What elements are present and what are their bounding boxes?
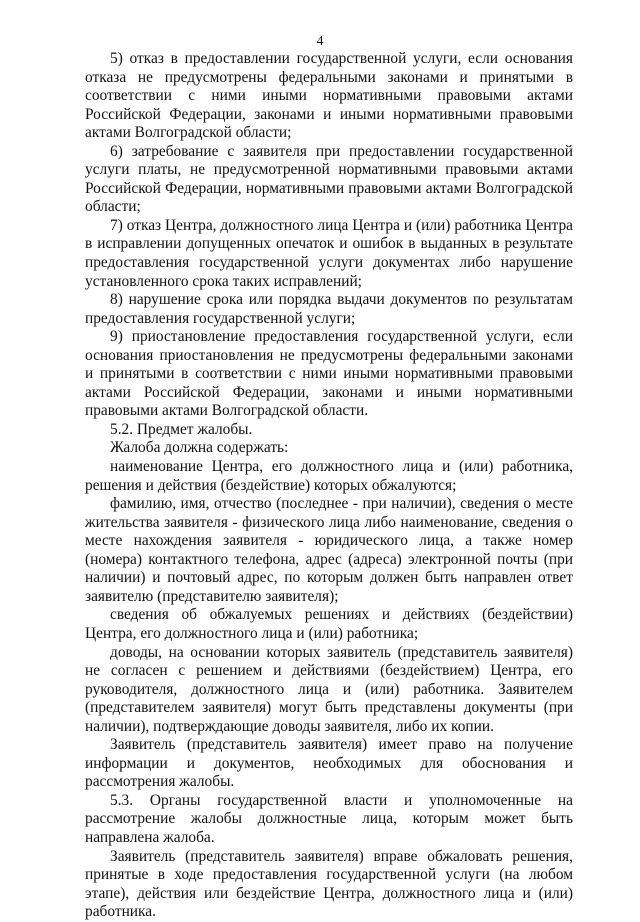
paragraph-applicant-details: фамилию, имя, отчество (последнее - при наличии), сведения о месте жительства заявителя - физического лица либо наименование, сведения о месте нахождения заявителя - юридического лица, а также номер (номера) контактного телефона, адрес (адреса) электронной почты (при наличии) и почтовый адрес, по которым должен быть направлен ответ заявителю (представителю заявителя);	[85, 495, 573, 605]
paragraph-item-7-correction: 7) отказ Центра, должностного лица Центра и (или) работника Центра в исправлении допущенных опечаток и ошибок в выданных в результате предоставления государственной услуги документах либо нарушение установленного срока таких исправлений;	[85, 216, 573, 290]
paragraph-complaint-contents: Жалоба должна содержать:	[110, 439, 289, 457]
page-number: 4	[316, 34, 324, 49]
paragraph-item-6-fee: 6) затребование с заявителя при предоставлении государственной услуги платы, не предусмотренной нормативными правовыми актами Российской Федерации, нормативными правовыми актами Волгоградской области;	[85, 142, 573, 216]
paragraph-item-9-suspension: 9) приостановление предоставления государственной услуги, если основания приостановления не предусмотрены федеральными законами и принятыми в соответствии с ними иными нормативными правовыми актами Российской Федерации, законами и иными нормативными правовыми актами Волгоградской области.	[85, 328, 573, 420]
paragraph-right-to-information: Заявитель (представитель заявителя) имеет право на получение информации и документов, необходимых для обоснования и рассмотрения жалобы.	[85, 736, 573, 791]
paragraph-appealed-decisions: сведения об обжалуемых решениях и действиях (бездействии) Центра, его должностного лица и (или) работника;	[85, 606, 573, 642]
paragraph-arguments: доводы, на основании которых заявитель (представитель заявителя) не согласен с решением и действиями (бездействием) Центра, его руководителя, должностного лица и (или) работника. Заявителем (представителем заявителя) могут быть представлены документы (при наличии), подтверждающие доводы заявителя, либо их копии.	[85, 643, 573, 735]
paragraph-right-to-appeal: Заявитель (представитель заявителя) вправе обжаловать решения, принятые в ходе предоставления государственной услуги (на любом этапе), действия или бездействие Центра, должностного лица и (или) работника.	[85, 847, 573, 921]
section-heading-5-2: 5.2. Предмет жалобы.	[110, 420, 253, 438]
paragraph-item-8-issuance: 8) нарушение срока или порядка выдачи документов по результатам предоставления государственной услуги;	[85, 291, 573, 327]
paragraph-item-5-refusal: 5) отказ в предоставлении государственной услуги, если основания отказа не предусмотрены федеральными законами и принятыми в соответствии с ними иными нормативными правовыми актами Российской Федерации, законами и иными нормативными правовыми актами Волгоградской области;	[85, 50, 573, 142]
paragraph-center-name: наименование Центра, его должностного лица и (или) работника, решения и действия (бездействие) которых обжалуются;	[85, 458, 573, 494]
section-heading-5-3: 5.3. Органы государственной власти и уполномоченные на рассмотрение жалобы должностные лица, которым может быть направлена жалоба.	[85, 791, 573, 846]
document-body	[85, 50, 573, 922]
